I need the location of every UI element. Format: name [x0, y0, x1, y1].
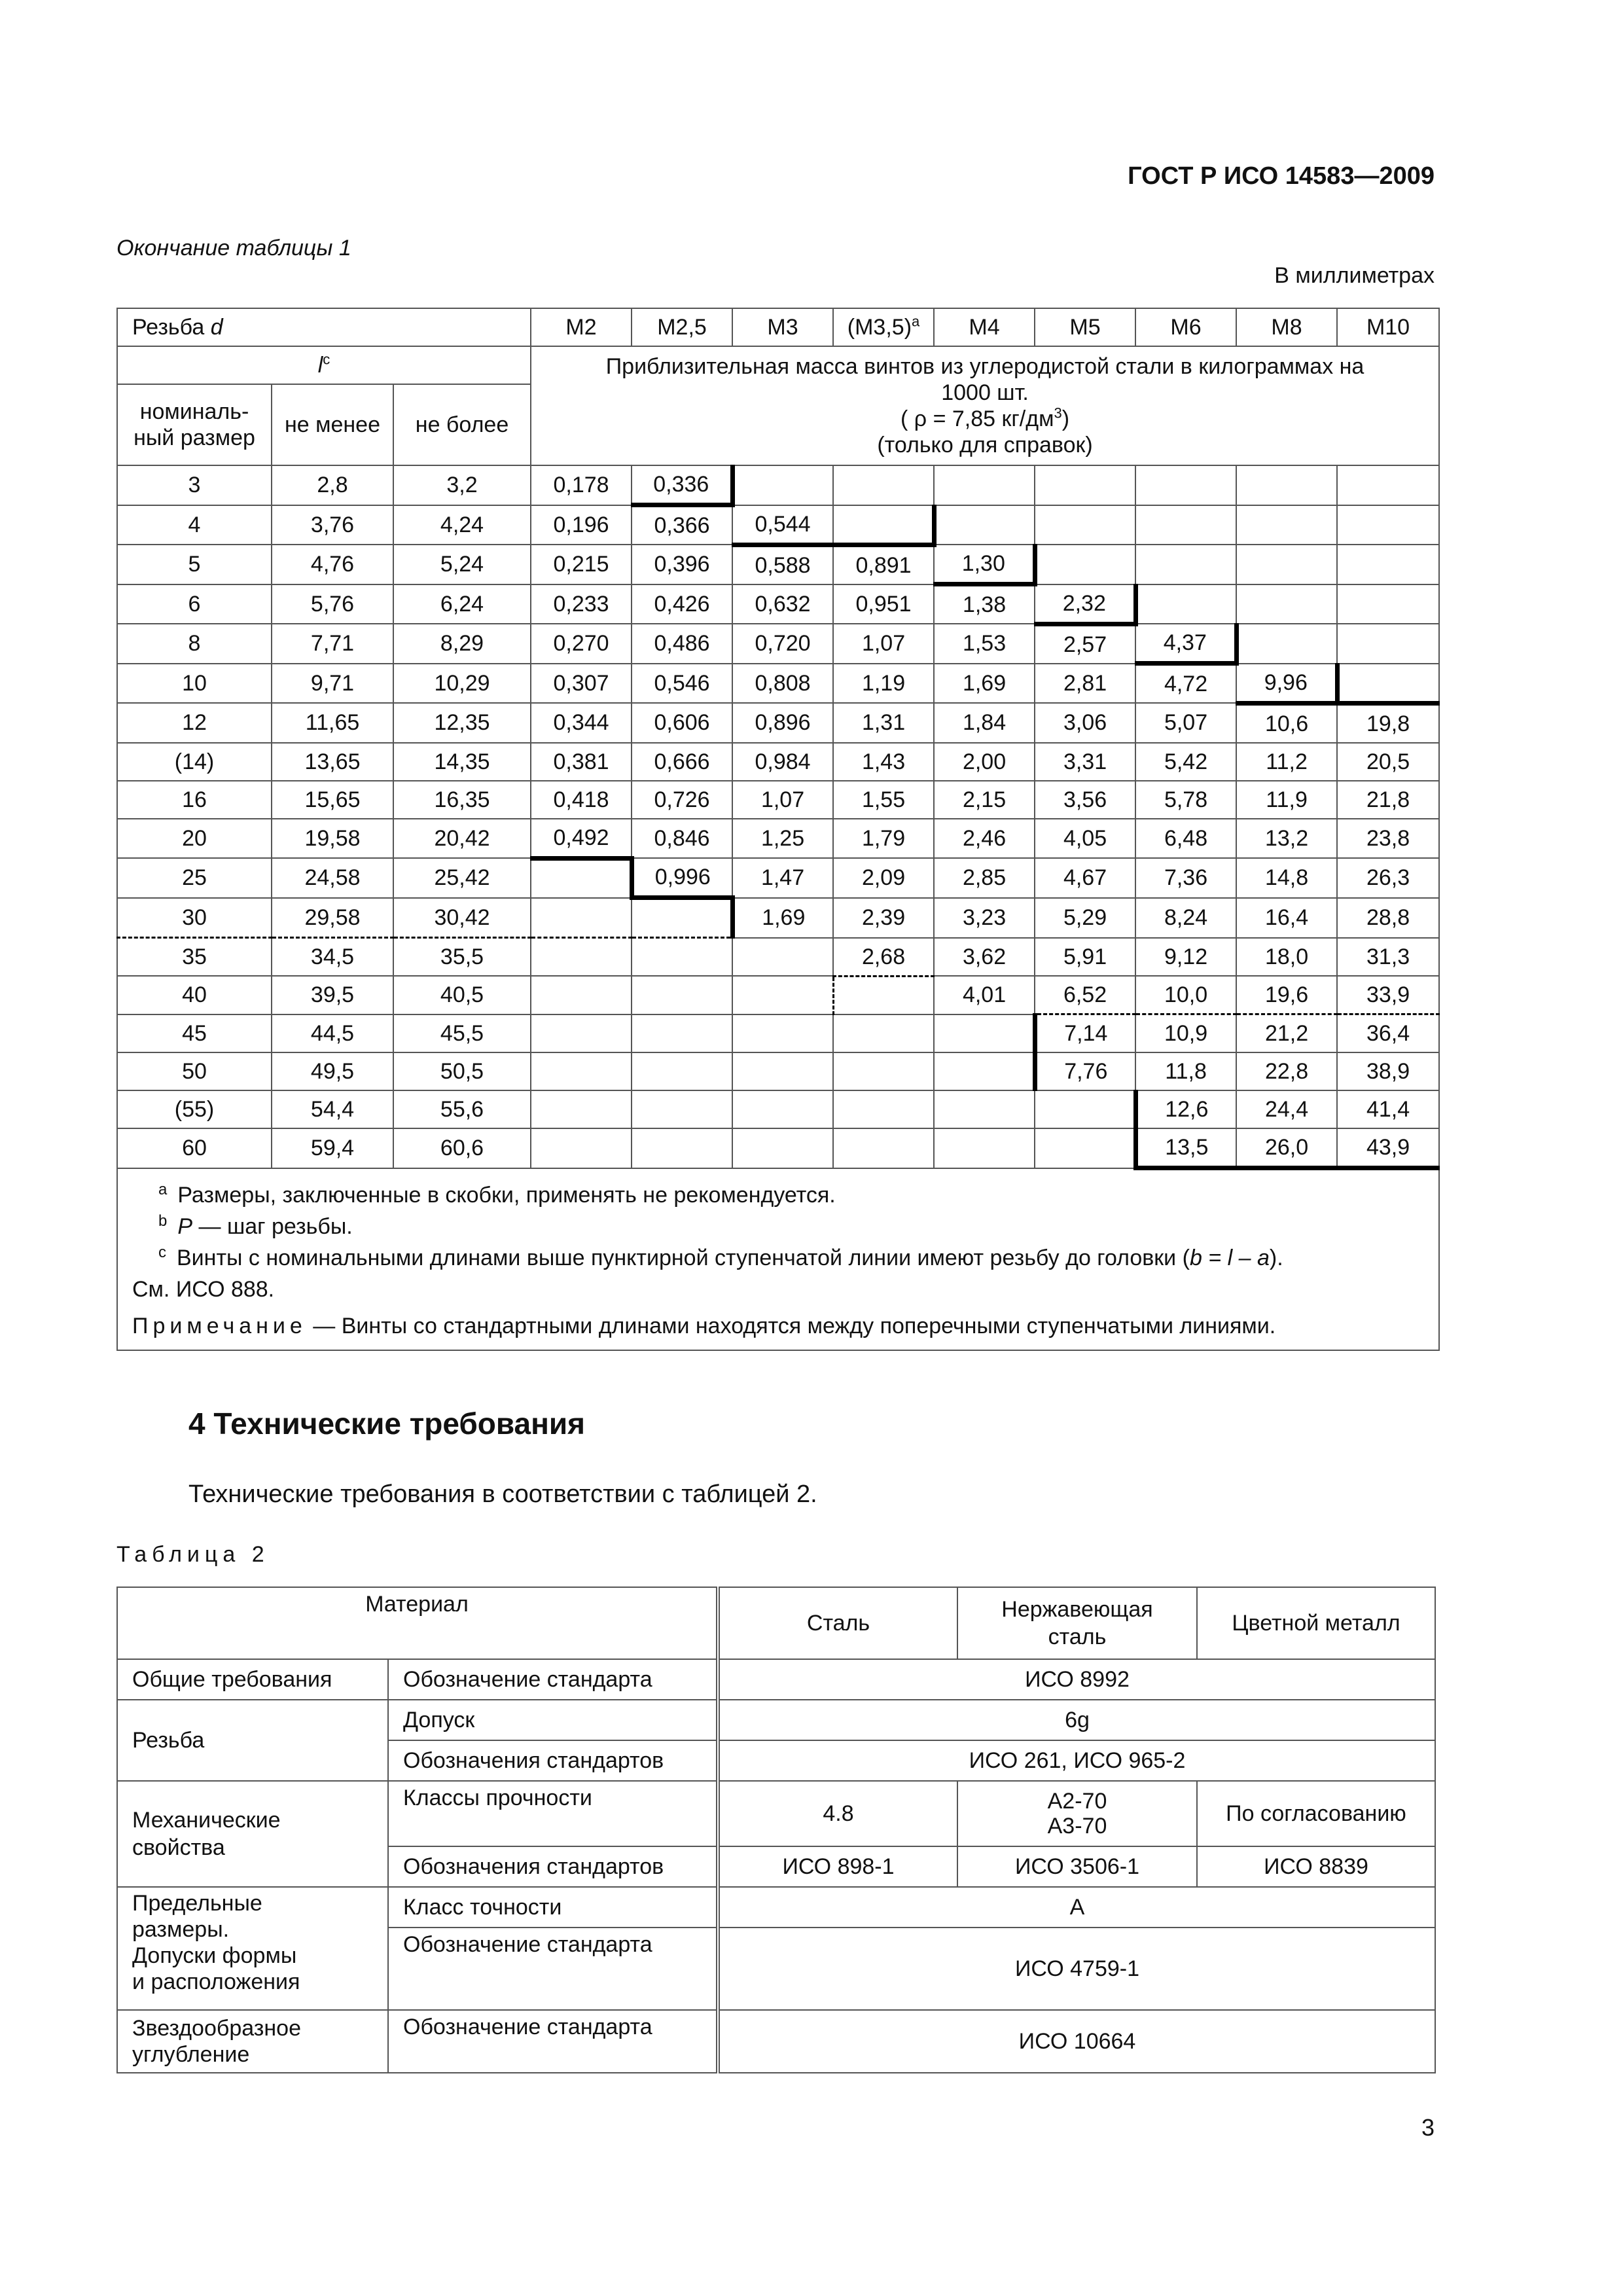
mass-cell	[1135, 465, 1236, 505]
mass-cell	[934, 505, 1035, 545]
mass-cell: 9,12	[1135, 938, 1236, 977]
mass-cell: 0,606	[632, 703, 732, 743]
length-limit-cell: 55,6	[393, 1090, 531, 1128]
mass-cell: 1,84	[934, 703, 1035, 743]
mass-cell	[1337, 545, 1439, 584]
mass-cell: 0,233	[531, 584, 632, 624]
mass-cell	[1236, 624, 1337, 664]
mass-cell: 1,30	[934, 545, 1035, 584]
limits-standard: ИСО 4759-1	[718, 1928, 1435, 2010]
mass-cell	[833, 465, 934, 505]
mass-cell	[1035, 505, 1135, 545]
mass-cell	[1236, 584, 1337, 624]
mass-cell: 21,8	[1337, 781, 1439, 819]
mass-cell	[1337, 624, 1439, 664]
mass-cell: 0,492	[531, 819, 632, 859]
table-row	[117, 465, 1439, 505]
mass-cell: 0,336	[632, 465, 732, 505]
mass-cell: 19,6	[1236, 976, 1337, 1014]
mass-cell	[531, 858, 632, 898]
mass-cell	[632, 1090, 732, 1128]
mass-cell: 0,426	[632, 584, 732, 624]
mass-cell	[1236, 545, 1337, 584]
nominal-size-cell: 12	[117, 703, 272, 743]
mass-cell	[1135, 545, 1236, 584]
mass-cell	[531, 1014, 632, 1053]
mass-cell: 11,8	[1135, 1052, 1236, 1090]
steel-standard: ИСО 898-1	[718, 1846, 957, 1887]
length-limit-cell: 10,29	[393, 664, 531, 704]
table-row	[117, 545, 1439, 584]
nominal-size-cell: 50	[117, 1052, 272, 1090]
length-limit-cell: 54,4	[272, 1090, 393, 1128]
size-header: M10	[1337, 308, 1439, 346]
mass-cell	[833, 505, 934, 545]
nominal-size-cell: 4	[117, 505, 272, 545]
mass-cell	[1337, 584, 1439, 624]
mass-cell	[833, 1128, 934, 1168]
length-limit-cell: 34,5	[272, 938, 393, 977]
mass-cell: 7,36	[1135, 858, 1236, 898]
mass-cell: 0,588	[732, 545, 833, 584]
mass-cell: 1,55	[833, 781, 934, 819]
mass-cell: 0,720	[732, 624, 833, 664]
mass-cell	[1035, 545, 1135, 584]
length-limit-cell: 59,4	[272, 1128, 393, 1168]
mass-cell: 19,8	[1337, 703, 1439, 743]
mass-cell: 5,29	[1035, 898, 1135, 938]
mass-cell: 1,53	[934, 624, 1035, 664]
length-limit-cell: 3,76	[272, 505, 393, 545]
mass-cell: 0,396	[632, 545, 732, 584]
mass-cell: 3,62	[934, 938, 1035, 977]
table-row	[117, 938, 1439, 977]
length-limit-cell: 30,42	[393, 898, 531, 938]
length-limit-cell: 8,29	[393, 624, 531, 664]
length-limit-cell: 13,65	[272, 743, 393, 781]
nominal-size-header: номиналь- ный размер	[117, 384, 272, 465]
screw-mass-table	[116, 308, 1440, 1351]
mass-cell	[632, 1014, 732, 1053]
table-continuation-caption: Окончание таблицы 1	[116, 236, 351, 260]
length-limit-cell: 6,24	[393, 584, 531, 624]
mass-cell: 2,09	[833, 858, 934, 898]
table-note: Примечание — Винты со стандартными длинами находятся между поперечными ступенчатыми линиями.	[132, 1314, 1276, 1338]
star-recess: Звездообразное углубление	[117, 2010, 388, 2073]
mass-cell: 4,72	[1135, 664, 1236, 704]
standards-designation: Обозначения стандартов	[388, 1846, 718, 1887]
mass-cell: 11,2	[1236, 743, 1337, 781]
table-row	[117, 664, 1439, 704]
mass-cell: 1,38	[934, 584, 1035, 624]
mass-cell: 36,4	[1337, 1014, 1439, 1053]
mass-cell	[1337, 505, 1439, 545]
mass-cell: 43,9	[1337, 1128, 1439, 1168]
size-header: M3	[732, 308, 833, 346]
mass-cell: 1,19	[833, 664, 934, 704]
mass-cell	[531, 1128, 632, 1168]
length-limit-cell: 49,5	[272, 1052, 393, 1090]
mass-cell: 3,56	[1035, 781, 1135, 819]
page-number: 3	[1421, 2114, 1435, 2141]
length-limit-cell: 25,42	[393, 858, 531, 898]
mass-cell: 3,23	[934, 898, 1035, 938]
nominal-size-cell: 5	[117, 545, 272, 584]
mass-cell	[934, 1014, 1035, 1053]
mass-cell	[1236, 465, 1337, 505]
general-requirements: Общие требования	[117, 1659, 388, 1700]
table-row	[117, 1128, 1439, 1168]
thread-standards: ИСО 261, ИСО 965-2	[718, 1740, 1435, 1781]
footnote-a: $^a$ Размеры, заключенные в скобки, применять не рекомендуется.	[158, 1180, 836, 1208]
mass-cell: 0,486	[632, 624, 732, 664]
table-row	[117, 624, 1439, 664]
length-limit-cell: 45,5	[393, 1014, 531, 1053]
document-code: ГОСТ Р ИСО 14583—2009	[1128, 162, 1435, 190]
mass-cell: 0,307	[531, 664, 632, 704]
mass-cell: 11,9	[1236, 781, 1337, 819]
mass-cell	[1337, 664, 1439, 704]
length-limit-cell: 20,42	[393, 819, 531, 859]
mass-cell: 26,3	[1337, 858, 1439, 898]
mass-cell: 18,0	[1236, 938, 1337, 977]
mass-cell: 10,9	[1135, 1014, 1236, 1053]
strength-classes: Классы прочности	[388, 1781, 718, 1846]
footnote-b: $^b$ P — шаг резьбы.	[158, 1211, 353, 1239]
mass-cell: 22,8	[1236, 1052, 1337, 1090]
section-title: 4 Технические требования	[188, 1407, 585, 1441]
mass-cell	[833, 1014, 934, 1053]
footnote-c: $^c$ Винты с номинальными длинами выше пунктирной ступенчатой линии имеют резьбу до головки (b = l – a). См. ИСО 888.	[132, 1243, 1283, 1302]
length-limit-cell: 15,65	[272, 781, 393, 819]
mass-cell: 10,6	[1236, 703, 1337, 743]
length-limit-cell: 19,58	[272, 819, 393, 859]
length-limit-cell: 11,65	[272, 703, 393, 743]
steel-class: 4.8	[718, 1781, 957, 1846]
mass-cell: 2,15	[934, 781, 1035, 819]
star-recess-standard: ИСО 10664	[718, 2010, 1435, 2073]
mass-cell: 33,9	[1337, 976, 1439, 1014]
size-header: M5	[1035, 308, 1135, 346]
mechanical-properties: Механические свойства	[117, 1781, 388, 1887]
table-footnotes	[117, 1168, 1439, 1351]
length-limit-cell: 39,5	[272, 976, 393, 1014]
stainless-header: Нержавеющая сталь	[957, 1587, 1197, 1659]
nominal-size-cell: 35	[117, 938, 272, 977]
mass-cell: 5,91	[1035, 938, 1135, 977]
mass-cell	[1035, 1128, 1135, 1168]
mass-cell: 2,00	[934, 743, 1035, 781]
mass-cell	[1236, 505, 1337, 545]
mass-cell	[632, 1128, 732, 1168]
mass-cell: 1,25	[732, 819, 833, 859]
mass-cell: 9,96	[1236, 664, 1337, 704]
mass-cell: 24,4	[1236, 1090, 1337, 1128]
length-limit-cell: 29,58	[272, 898, 393, 938]
mass-cell: 0,178	[531, 465, 632, 505]
section-paragraph: Технические требования в соответствии с таблицей 2.	[188, 1480, 817, 1508]
mass-cell: 5,78	[1135, 781, 1236, 819]
nominal-size-cell: 16	[117, 781, 272, 819]
nominal-size-cell: 3	[117, 465, 272, 505]
mass-cell	[531, 898, 632, 938]
stainless-class: A2-70 A3-70	[957, 1781, 1197, 1846]
table-row	[117, 858, 1439, 898]
mass-cell: 0,726	[632, 781, 732, 819]
mass-cell: 1,79	[833, 819, 934, 859]
mass-cell: 0,896	[732, 703, 833, 743]
mass-cell	[934, 1090, 1035, 1128]
mass-cell	[732, 1052, 833, 1090]
mass-cell	[632, 898, 732, 938]
mass-cell	[934, 465, 1035, 505]
mass-cell	[1135, 584, 1236, 624]
technical-requirements-table	[116, 1587, 1436, 2073]
mass-cell: 38,9	[1337, 1052, 1439, 1090]
mass-cell: 26,0	[1236, 1128, 1337, 1168]
nominal-size-cell: 25	[117, 858, 272, 898]
max-header: не более	[393, 384, 531, 465]
mass-cell: 0,951	[833, 584, 934, 624]
mass-cell	[732, 1128, 833, 1168]
mass-cell: 1,43	[833, 743, 934, 781]
mass-cell	[934, 1052, 1035, 1090]
mass-cell: 1,69	[934, 664, 1035, 704]
thread-label: Резьба	[117, 1700, 388, 1781]
mass-cell	[1035, 465, 1135, 505]
standard-designation: Обозначение стандарта	[388, 1928, 718, 2010]
stainless-standard: ИСО 3506-1	[957, 1846, 1197, 1887]
standard-designation: Обозначение стандарта	[388, 1659, 718, 1700]
mass-cell	[732, 976, 833, 1014]
length-limit-cell: 2,8	[272, 465, 393, 505]
size-header: M6	[1135, 308, 1236, 346]
mass-cell	[1135, 505, 1236, 545]
length-limit-cell: 50,5	[393, 1052, 531, 1090]
mass-cell: 1,47	[732, 858, 833, 898]
mass-cell: 0,215	[531, 545, 632, 584]
mass-cell: 2,39	[833, 898, 934, 938]
general-standard: ИСО 8992	[718, 1659, 1435, 1700]
tolerance-value: 6g	[718, 1700, 1435, 1740]
mass-cell: 13,2	[1236, 819, 1337, 859]
mass-cell: 0,546	[632, 664, 732, 704]
mass-cell: 8,24	[1135, 898, 1236, 938]
nominal-size-cell: 60	[117, 1128, 272, 1168]
table-row	[117, 703, 1439, 743]
length-limit-cell: 24,58	[272, 858, 393, 898]
mass-cell: 2,85	[934, 858, 1035, 898]
mass-cell: 0,270	[531, 624, 632, 664]
mass-cell	[632, 976, 732, 1014]
size-header: M2	[531, 308, 632, 346]
nominal-size-cell: 30	[117, 898, 272, 938]
mass-cell: 4,67	[1035, 858, 1135, 898]
mass-cell: 7,14	[1035, 1014, 1135, 1053]
limit-dimensions: Предельные размеры. Допуски формы и расположения	[117, 1887, 388, 2010]
mass-cell: 4,01	[934, 976, 1035, 1014]
mass-cell	[833, 1090, 934, 1128]
mass-cell	[833, 976, 934, 1014]
nonferrous-class: По согласованию	[1197, 1781, 1435, 1846]
mass-cell: 3,31	[1035, 743, 1135, 781]
mass-cell	[732, 1014, 833, 1053]
length-limit-cell: 44,5	[272, 1014, 393, 1053]
size-header: M4	[934, 308, 1035, 346]
size-header: $(M3,5)^a$	[833, 308, 934, 346]
mass-cell: 10,0	[1135, 976, 1236, 1014]
mass-cell: 21,2	[1236, 1014, 1337, 1053]
mass-cell: 5,07	[1135, 703, 1236, 743]
mass-cell: 16,4	[1236, 898, 1337, 938]
nominal-size-cell: 20	[117, 819, 272, 859]
length-limit-cell: 14,35	[393, 743, 531, 781]
table-row	[117, 1014, 1439, 1053]
nominal-size-cell: 8	[117, 624, 272, 664]
mass-cell: 23,8	[1337, 819, 1439, 859]
table-row	[117, 898, 1439, 938]
mass-cell: 0,808	[732, 664, 833, 704]
length-header: $l^c$	[117, 346, 531, 384]
table2-caption: Таблица 2	[116, 1542, 270, 1567]
mass-cell: 20,5	[1337, 743, 1439, 781]
mass-cell: 1,07	[833, 624, 934, 664]
length-limit-cell: 16,35	[393, 781, 531, 819]
mass-cell: 2,46	[934, 819, 1035, 859]
size-header: M8	[1236, 308, 1337, 346]
mass-cell: 2,57	[1035, 624, 1135, 664]
steel-header: Сталь	[718, 1587, 957, 1659]
mass-cell: 0,666	[632, 743, 732, 781]
mass-cell: 5,42	[1135, 743, 1236, 781]
mass-cell	[632, 938, 732, 977]
mass-cell	[1337, 465, 1439, 505]
mass-cell: 0,366	[632, 505, 732, 545]
table-row	[117, 743, 1439, 781]
mass-cell	[732, 1090, 833, 1128]
nonferrous-standard: ИСО 8839	[1197, 1846, 1435, 1887]
mass-cell: 0,984	[732, 743, 833, 781]
length-limit-cell: 3,2	[393, 465, 531, 505]
mass-cell	[632, 1052, 732, 1090]
length-limit-cell: 4,24	[393, 505, 531, 545]
length-limit-cell: 5,24	[393, 545, 531, 584]
mass-cell: 12,6	[1135, 1090, 1236, 1128]
mass-cell	[531, 976, 632, 1014]
mass-cell: 4,37	[1135, 624, 1236, 664]
accuracy-class: Класс точности	[388, 1887, 718, 1928]
mass-cell: 0,996	[632, 858, 732, 898]
min-header: не менее	[272, 384, 393, 465]
mass-cell: 3,06	[1035, 703, 1135, 743]
standard-designation: Обозначение стандарта	[388, 2010, 718, 2073]
mass-cell: 7,76	[1035, 1052, 1135, 1090]
mass-cell: 0,381	[531, 743, 632, 781]
mass-cell	[732, 938, 833, 977]
table-row	[117, 1090, 1439, 1128]
nominal-size-cell: 10	[117, 664, 272, 704]
nominal-size-cell: 6	[117, 584, 272, 624]
mass-cell	[1035, 1090, 1135, 1128]
mass-cell: 0,544	[732, 505, 833, 545]
mass-cell	[531, 938, 632, 977]
nominal-size-cell: (55)	[117, 1090, 272, 1128]
thread-header: Резьба d	[117, 308, 531, 346]
mass-cell: 13,5	[1135, 1128, 1236, 1168]
length-limit-cell: 5,76	[272, 584, 393, 624]
mass-cell: 4,05	[1035, 819, 1135, 859]
mass-cell: 2,81	[1035, 664, 1135, 704]
mass-cell: 6,52	[1035, 976, 1135, 1014]
mass-cell: 2,32	[1035, 584, 1135, 624]
mass-cell: 0,196	[531, 505, 632, 545]
mass-cell: 1,31	[833, 703, 934, 743]
table-row	[117, 505, 1439, 545]
mass-cell: 28,8	[1337, 898, 1439, 938]
standards-designation: Обозначения стандартов	[388, 1740, 718, 1781]
mass-cell: 41,4	[1337, 1090, 1439, 1128]
length-limit-cell: 9,71	[272, 664, 393, 704]
mass-cell: 2,68	[833, 938, 934, 977]
length-limit-cell: 12,35	[393, 703, 531, 743]
length-limit-cell: 40,5	[393, 976, 531, 1014]
mass-cell: 0,891	[833, 545, 934, 584]
mass-cell	[732, 465, 833, 505]
tolerance-label: Допуск	[388, 1700, 718, 1740]
accuracy-value: A	[718, 1887, 1435, 1928]
nominal-size-cell: 40	[117, 976, 272, 1014]
mass-cell	[531, 1052, 632, 1090]
mass-cell: 31,3	[1337, 938, 1439, 977]
nonferrous-header: Цветной металл	[1197, 1587, 1435, 1659]
table-row	[117, 819, 1439, 859]
mass-cell	[934, 1128, 1035, 1168]
length-limit-cell: 35,5	[393, 938, 531, 977]
length-limit-cell: 7,71	[272, 624, 393, 664]
table-row	[117, 1052, 1439, 1090]
units-label: В миллиметрах	[1274, 263, 1435, 288]
table-row	[117, 976, 1439, 1014]
nominal-size-cell: (14)	[117, 743, 272, 781]
mass-cell: 0,418	[531, 781, 632, 819]
size-header: M2,5	[632, 308, 732, 346]
mass-cell	[531, 1090, 632, 1128]
table-row	[117, 781, 1439, 819]
length-limit-cell: 4,76	[272, 545, 393, 584]
mass-cell: 0,846	[632, 819, 732, 859]
mass-caption: Приблизительная масса винтов из углеродистой стали в килограммах на 1000 шт. ( ρ = 7,85 $кг/дм^3$) (только для справок)	[531, 346, 1439, 465]
mass-cell: 0,344	[531, 703, 632, 743]
table-row	[117, 584, 1439, 624]
mass-cell: 6,48	[1135, 819, 1236, 859]
mass-cell: 14,8	[1236, 858, 1337, 898]
mass-cell: 0,632	[732, 584, 833, 624]
length-limit-cell: 60,6	[393, 1128, 531, 1168]
material-header: Материал	[117, 1587, 718, 1659]
mass-cell	[833, 1052, 934, 1090]
mass-cell: 1,69	[732, 898, 833, 938]
table-body	[117, 465, 1439, 1168]
nominal-size-cell: 45	[117, 1014, 272, 1053]
mass-cell: 1,07	[732, 781, 833, 819]
